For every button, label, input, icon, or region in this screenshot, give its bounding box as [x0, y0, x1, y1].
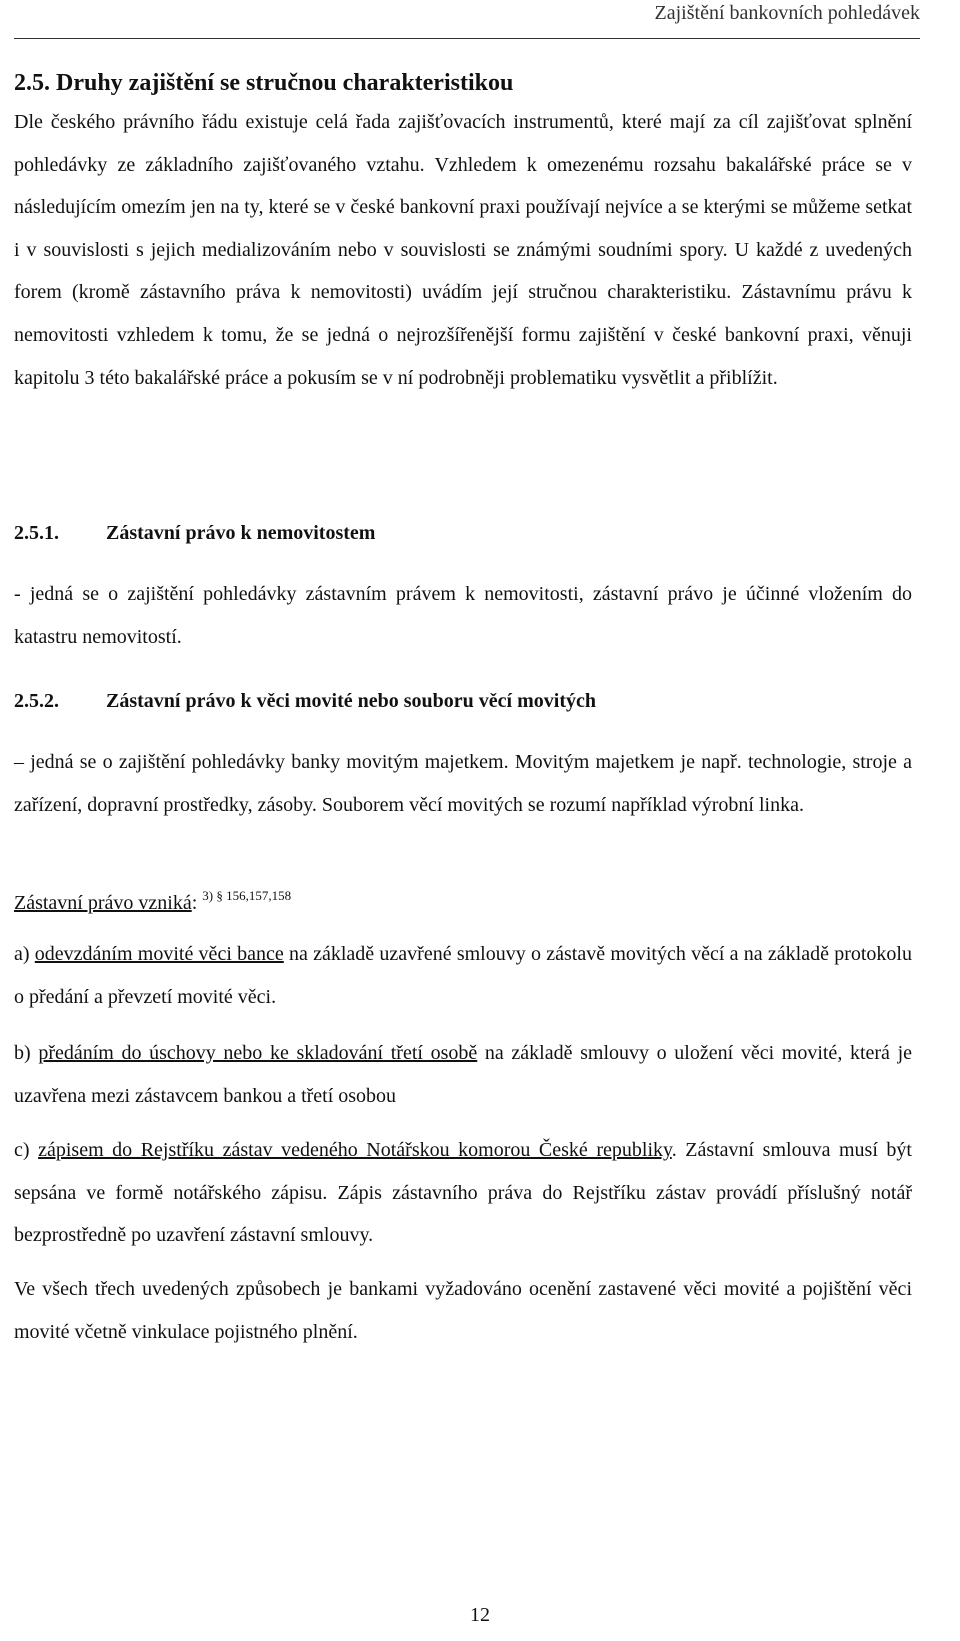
list-item-a-emphasis: odevzdáním movité věci bance	[34, 943, 284, 965]
running-header: Zajištění bankovních pohledávek	[654, 2, 920, 24]
list-item-b-text: na základě smlouvy o uložení věci movité, která je uzavřena mezi zástavcem bankou a třetí osobou	[14, 1042, 912, 1107]
subsection-2-5-1-text: - jedná se o zajištění pohledávky zástavním právem k nemovitosti, zástavní právo je účinné vložením do katastru nemovitostí.	[14, 583, 912, 648]
header-divider	[14, 38, 920, 39]
list-item-b-emphasis: předáním do úschovy nebo ke skladování třetí osobě	[38, 1042, 478, 1064]
list-item-a	[14, 933, 912, 1018]
pledge-arises-label: Zástavní právo vzniká	[14, 892, 192, 914]
subsection-2-5-2-text: – jedná se o zajištění pohledávky banky movitým majetkem. Movitým majetkem je např. technologie, stroje a zařízení, dopravní prostředky, zásoby. Souborem věcí movitých se rozumí například výrobní linka.	[14, 751, 912, 816]
colon: :	[191, 892, 198, 914]
page-number: 12	[470, 1604, 490, 1626]
subsection-number: 2.5.1.	[14, 522, 59, 544]
closing-paragraph: Ve všech třech uvedených způsobech je bankami vyžadováno ocenění zastavené věci movité a pojištění věci movité včetně vinkulace pojistného plnění.	[14, 1278, 912, 1343]
list-marker: a)	[14, 943, 35, 965]
section-intro-paragraph: Dle českého právního řádu existuje celá řada zajišťovacích instrumentů, které mají za cíl zajišťovat splnění pohledávky ze základního zajišťovaného vztahu. Vzhledem k omezenému rozsahu bakalářské práce se v následujícím omezím jen na ty, které se v české bankovní praxi používají nejvíce a se kterými se můžeme setkat i v souvislosti s jejich medializováním nebo v souvislosti se známými soudními spory. U každé z uvedených forem (kromě zástavního práva k nemovitosti) uvádím její stručnou charakteristiku. Zástavnímu právu k nemovitosti vzhledem k tomu, že se jedná o nejrozšířenější formu zajištění v české bankovní praxi, věnuji kapitolu 3 této bakalářské práce a pokusím se v ní podrobněji problematiku vysvětlit a přiblížit.	[14, 111, 912, 389]
list-marker: c)	[14, 1139, 39, 1161]
subsection-heading-2-5-1	[14, 522, 375, 545]
pledge-arises-line	[14, 882, 912, 925]
list-item-a-text: na základě uzavřené smlouvy o zástavě movitých věcí a na základě protokolu o předání a převzetí movité věci.	[14, 943, 912, 1008]
list-marker: b)	[14, 1042, 39, 1064]
section-title: 2.5. Druhy zajištění se stručnou charakteristikou	[14, 70, 514, 96]
list-item-c-emphasis: zápisem do Rejstříku zástav vedeného Notářskou komorou České republiky	[38, 1139, 672, 1161]
subsection-title: Zástavní právo k věci movité nebo souboru věcí movitých	[106, 690, 596, 712]
subsection-number: 2.5.2.	[14, 690, 59, 712]
list-item-c-text: . Zástavní smlouva musí být sepsána ve formě notářského zápisu. Zápis zástavního práva do Rejstříku zástav provádí příslušný notář bezprostředně po uzavření zástavní smlouvy.	[14, 1139, 912, 1247]
footnote-reference: 3) § 156,157,158	[202, 888, 292, 903]
list-item-b	[14, 1032, 912, 1117]
list-item-c	[14, 1129, 912, 1257]
subsection-heading-2-5-2	[14, 690, 596, 713]
subsection-title: Zástavní právo k nemovitostem	[106, 522, 376, 544]
